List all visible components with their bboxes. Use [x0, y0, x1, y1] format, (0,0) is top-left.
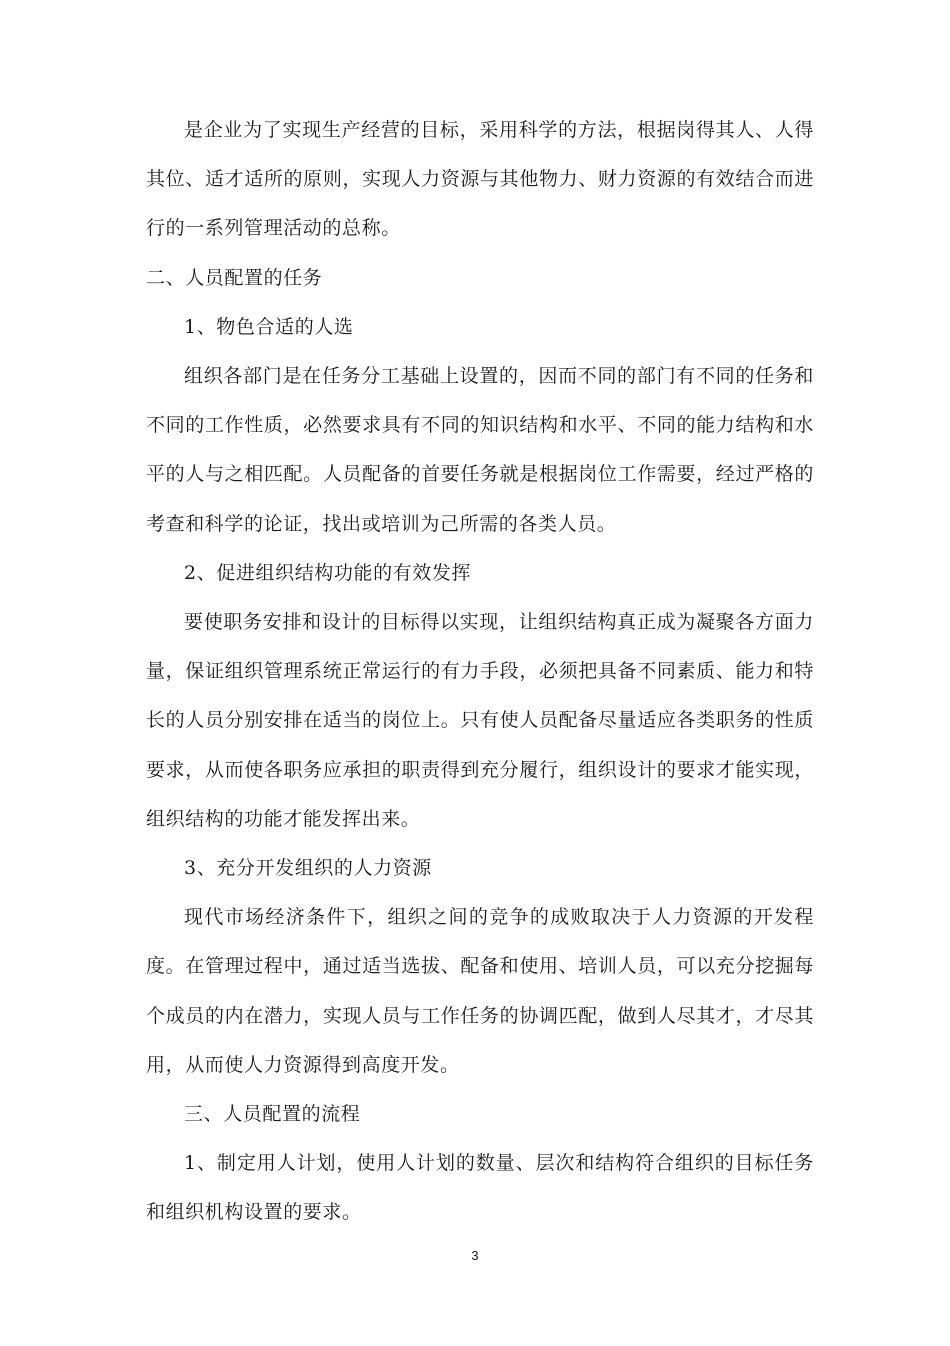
subheading-structure-function: 2、促进组织结构功能的有效发挥	[184, 561, 472, 584]
section-heading-tasks: 二、人员配置的任务	[146, 266, 323, 289]
page-number: 3	[471, 1248, 479, 1263]
paragraph-structure-function: 要使职务安排和设计的目标得以实现，让组织结构真正成为凝聚各方面力量，保证组织管理系统正常运行的有力手段，必须把具备不同素质、能力和特长的人员分别安排在适当的岗位上。只有使人员配备尽量适应各类职务的性质要求，从而使各职务应承担的职责得到充分履行，组织设计的要求才能实现，组织结构的功能才能发挥出来。	[146, 611, 814, 830]
paragraph-develop-resources: 现代市场经济条件下，组织之间的竞争的成败取决于人力资源的开发程度。在管理过程中，通过适当选拔、配备和使用、培训人员，可以充分挖掘每个成员的内在潜力，实现人员与工作任务的协调匹配，做到人尽其才，才尽其用，从而使人力资源得到高度开发。	[146, 906, 814, 1076]
subheading-select-candidates: 1、物色合适的人选	[184, 315, 354, 338]
page-body	[146, 106, 814, 1238]
paragraph-definition: 是企业为了实现生产经营的目标，采用科学的方法，根据岗得其人、人得其位、适才适所的原则，实现人力资源与其他物力、财力资源的有效结合而进行的一系列管理活动的总称。	[146, 119, 814, 240]
paragraph-select-candidates: 组织各部门是在任务分工基础上设置的，因而不同的部门有不同的任务和不同的工作性质，必然要求具有不同的知识结构和水平、不同的能力结构和水平的人与之相匹配。人员配备的首要任务就是根据岗位工作需要，经过严格的考查和科学的论证，找出或培训为己所需的各类人员。	[146, 365, 814, 535]
subheading-develop-resources: 3、充分开发组织的人力资源	[184, 857, 432, 880]
section-heading-process: 三、人员配置的流程	[184, 1103, 361, 1126]
paragraph-staffing-plan: 1、制定用人计划，使用人计划的数量、层次和结构符合组织的目标任务和组织机构设置的要求。	[146, 1152, 814, 1224]
